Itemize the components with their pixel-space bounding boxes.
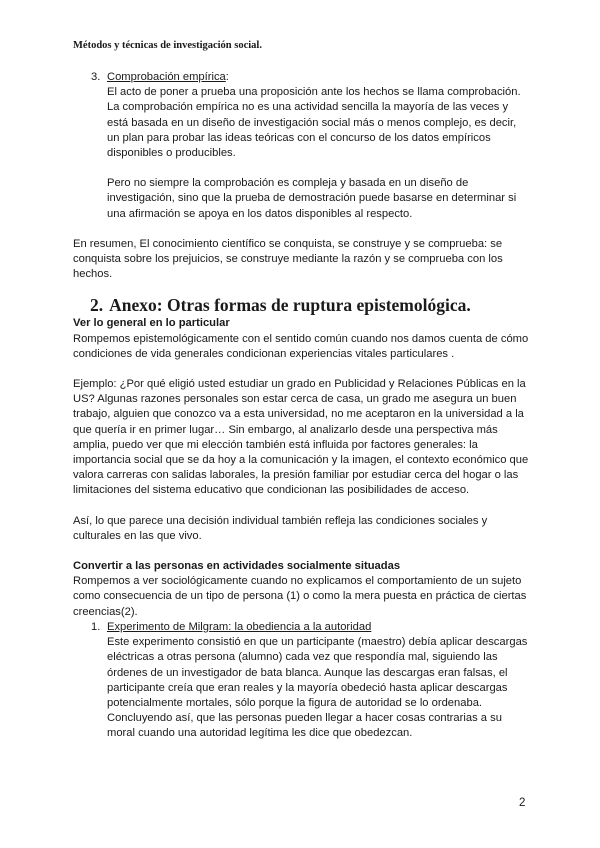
paragraph: Así, lo que parece una decisión individual también refleja las condiciones sociales y culturales en las que vivo. (73, 514, 488, 542)
list-item-milgram (73, 620, 531, 635)
section-number: 2. (90, 295, 104, 316)
section-title: Anexo: Otras formas de ruptura epistemológica. (109, 295, 471, 316)
section-heading (90, 294, 531, 316)
title-colon: : (225, 71, 229, 83)
list-item-comprobacion (73, 70, 531, 85)
list-number: 1. (91, 620, 101, 633)
paragraph: Este experimento consistió en que un participante (maestro) debía aplicar descargas eléctricas a otras persona (alumno) cada vez que respondía mal, siguiendo las órdenes de un investigador de bata blanca. Aunque las descargas eran falsas, el participante creía que eran reales y la mayoría obedeció hasta aplicar descargas potencialmente mortales, sólo porque la figura de autoridad se lo ordenaba. Concluyendo así, que las personas pueden llegar a hacer cosas contrarias a su moral cuando una autoridad legítima les dice que obedezcan. (107, 636, 528, 740)
paragraph: El acto de poner a prueba una proposición ante los hechos se llama comprobación. La comprobación empírica no es una actividad sencilla la mayoría de las veces y está basada en un diseño de investigación social más o menos complejo, es decir, un plan para probar las ideas teóricas con el concurso de los datos empíricos disponibles o producibles. (107, 86, 521, 160)
paragraph: Rompemos epistemológicamente con el sentido común cuando nos damos cuenta de cómo condiciones de vida generales condicionan experiencias vitales particulares . (73, 332, 529, 360)
page-number: 2 (519, 797, 526, 809)
page-header: Métodos y técnicas de investigación social. (73, 40, 262, 51)
paragraph: Pero no siempre la comprobación es compleja y basada en un diseño de investigación, sino que la prueba de demostración puede basarse en determinar si una afirmación se apoya en los datos disponibles al respecto. (107, 177, 517, 220)
paragraph: Rompemos a ver sociológicamente cuando no explicamos el comportamiento de un sujeto como consecuencia de un tipo de persona (1) o como la mera puesta en práctica de ciertas creencias(2). (73, 575, 527, 618)
list-item-title: Experimento de Milgram: la obediencia a la autoridad (107, 620, 372, 633)
subsection-title: Ver lo general en lo particular (73, 317, 230, 330)
subsection-title: Convertir a las personas en actividades socialmente situadas (73, 560, 401, 573)
list-number: 3. (91, 71, 101, 83)
paragraph: Ejemplo: ¿Por qué eligió usted estudiar un grado en Publicidad y Relaciones Públicas en la US? Algunas razones personales son estar cerca de casa, un grado me asegura un buen trabajo, alguien que conozco va a esta universidad, no me aceptaron en la universidad a la que quería ir en primer lugar… Sin embargo, al analizarlo desde una perspectiva más amplia, puedo ver que mi elección también está influida por factores generales: la importancia social que se da hoy a la comunicación y la imagen, el contexto económico que valora carreras con salidas laborales, la presión familiar por estudiar cerca del hogar o las limitaciones del sistema educativo que condicionan las posibilidades de acceso. (73, 378, 529, 497)
document-body (73, 70, 531, 742)
summary-paragraph: En resumen, El conocimiento científico se conquista, se construye y se comprueba: se conquista sobre los prejuicios, se construye mediante la razón y se comprueba con los hechos. (73, 237, 503, 281)
list-item-title: Comprobación empírica (107, 71, 226, 83)
